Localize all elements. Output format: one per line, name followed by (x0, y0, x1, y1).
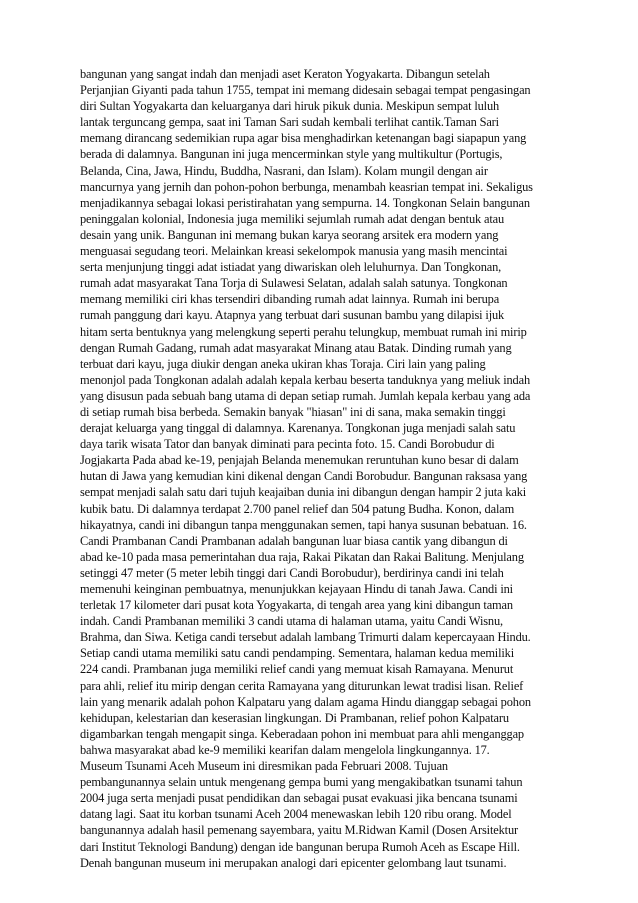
text-line: dari Institut Teknologi Bandung) dengan ide bangunan berupa Rumoh Aceh as Escape Hill. (80, 839, 520, 854)
text-line: abad ke-10 pada masa pemerintahan dua raja, Rakai Pikatan dan Rakai Balitung. Menjulang (80, 549, 524, 564)
text-line: Brahma, dan Siwa. Ketiga candi tersebut adalah lambang Trimurti dalam kepercayaan Hindu. (80, 630, 531, 645)
text-line: hitam serta bentuknya yang melengkung seperti perahu telungkup, membuat rumah ini mirip (80, 324, 527, 339)
text-line: lantak terguncang gempa, saat ini Taman Sari sudah kembali terlihat cantik.Taman Sari (80, 115, 499, 130)
text-line: kubik batu. Di dalamnya terdapat 2.700 panel relief dan 504 patung Budha. Konon, dalam (80, 501, 515, 516)
text-line: Setiap candi utama memiliki satu candi pendamping. Sementara, halaman kedua memiliki (80, 646, 515, 661)
text-line: diri Sultan Yogyakarta dan keluarganya dari hiruk pikuk dunia. Meskipun sempat luluh (80, 99, 500, 114)
text-line: Jogjakarta Pada abad ke-19, penjajah Belanda menemukan reruntuhan kuno besar di dalam (80, 453, 519, 468)
text-line: para ahli, relief itu mirip dengan cerita Ramayana yang diturunkan lewat tradisi lisan. Relief (80, 678, 524, 693)
text-line: sempat menjadi salah satu dari tujuh keajaiban dunia ini dibangun dengan hampir 2 juta kaki (80, 485, 527, 500)
text-line: Belanda, Cina, Jawa, Hindu, Buddha, Nasrani, dan Islam). Kolam mungil dengan air (80, 163, 488, 178)
text-line: daya tarik wisata Tator dan banyak diminati para pecinta foto. 15. Candi Borobudur di (80, 437, 495, 452)
text-line: dengan Rumah Gadang, rumah adat masyarakat Minang atau Batak. Dinding rumah yang (80, 340, 512, 355)
text-line: rumah panggung dari kayu. Atapnya yang terbuat dari susunan bambu yang dilapisi ijuk (80, 308, 505, 323)
body-text (80, 66, 570, 871)
text-line: Candi Prambanan Candi Prambanan adalah bangunan luar biasa cantik yang dibangun di (80, 533, 508, 548)
text-line: terbuat dari kayu, juga diukir dengan aneka ukiran khas Toraja. Ciri lain yang paling (80, 356, 486, 371)
text-line: serta menjunjung tinggi adat istiadat yang diwariskan oleh leluhurnya. Dan Tongkonan, (80, 260, 502, 275)
text-line: di setiap rumah bisa berbeda. Semakin banyak "hiasan" ini di sana, maka semakin tinggi (80, 404, 506, 419)
text-line: indah. Candi Prambanan memiliki 3 candi utama di halaman utama, yaitu Candi Wisnu, (80, 614, 503, 629)
text-line: setinggi 47 meter (5 meter lebih tinggi dari Candi Borobudur), berdirinya candi ini telah (80, 565, 504, 580)
text-line: lain yang menarik adalah pohon Kalpataru yang dalam agama Hindu dianggap sebagai pohon (80, 694, 531, 709)
text-line: mancurnya yang jernih dan pohon-pohon berbunga, menambah keasrian tempat ini. Sekaligus (80, 179, 533, 194)
text-line: digambarkan tengah mengapit singa. Keberadaan pohon ini membuat para ahli menganggap (80, 726, 524, 741)
text-line: desain yang unik. Bangunan ini memang bukan karya seorang arsitek era modern yang (80, 227, 499, 242)
text-line: 2004 juga serta menjadi pusat pendidikan dan sebagai pusat evakuasi jika bencana tsunami (80, 791, 518, 806)
text-line: yang disusun pada sebuah bang utama di depan setiap rumah. Jumlah kepala kerbau yang ada (80, 388, 531, 403)
text-line: Museum Tsunami Aceh Museum ini diresmikan pada Februari 2008. Tujuan (80, 759, 448, 774)
text-line: 224 candi. Prambanan juga memiliki relief candi yang memuat kisah Ramayana. Menurut (80, 662, 514, 677)
text-line: Denah bangunan museum ini merupakan analogi dari epicenter gelombang laut tsunami. (80, 855, 507, 870)
text-line: bangunan yang sangat indah dan menjadi aset Keraton Yogyakarta. Dibangun setelah (80, 67, 490, 81)
text-line: memang dirancang sedemikian rupa agar bisa menghadirkan ketenangan bagi siapapun yang (80, 131, 527, 146)
text-line: bangunannya adalah hasil pemenang sayembara, yaitu M.Ridwan Kamil (Dosen Arsitektur (80, 823, 518, 838)
text-line: hikayatnya, candi ini dibangun tanpa menggunakan semen, tapi hanya susunan bebatuan. 16. (80, 517, 527, 532)
text-line: derajat keluarga yang tinggal di dalamnya. Karenanya. Tongkonan juga menjadi salah satu (80, 421, 516, 436)
text-line: berada di dalamnya. Bangunan ini juga mencerminkan style yang multikultur (Portugis, (80, 147, 503, 162)
text-line: bahwa masyarakat abad ke-9 memiliki kearifan dalam mengelola lingkungannya. 17. (80, 742, 490, 757)
text-line: hutan di Jawa yang kemudian kini dikenal dengan Candi Borobudur. Bangunan raksasa yang (80, 469, 528, 484)
text-line: kehidupan, kelestarian dan keserasian lingkungan. Di Prambanan, relief pohon Kalpataru (80, 710, 509, 725)
text-line: Perjanjian Giyanti pada tahun 1755, tempat ini memang didesain sebagai tempat pengasingan (80, 83, 531, 98)
text-line: memenuhi keinginan pembuatnya, menunjukkan kejayaan Hindu di tanah Jawa. Candi ini (80, 582, 513, 596)
text-line: peninggalan kolonial, Indonesia juga memiliki sejumlah rumah adat dengan bentuk atau (80, 211, 505, 226)
text-line: menjadikannya sebagai lokasi peristirahatan yang sempurna. 14. Tongkonan Selain bangunan (80, 195, 530, 210)
text-line: pembangunannya selain untuk mengenang gempa bumi yang mengakibatkan tsunami tahun (80, 775, 523, 790)
text-line: menonjol pada Tongkonan adalah adalah kepala kerbau beserta tanduknya yang meliuk indah (80, 372, 530, 387)
text-line: datang lagi. Saat itu korban tsunami Aceh 2004 menewaskan lebih 120 ribu orang. Model (80, 807, 512, 822)
text-line: rumah adat masyarakat Tana Torja di Sulawesi Selatan, adalah salah satunya. Tongkonan (80, 276, 508, 291)
text-line: terletak 17 kilometer dari pusat kota Yogyakarta, di tengah area yang kini dibangun taman (80, 598, 513, 613)
text-line: memang memiliki ciri khas tersendiri dibanding rumah adat lainnya. Rumah ini berupa (80, 292, 500, 307)
text-line: menguasai segudang teori. Melainkan kreasi sekelompok manusia yang masih mencintai (80, 244, 508, 259)
